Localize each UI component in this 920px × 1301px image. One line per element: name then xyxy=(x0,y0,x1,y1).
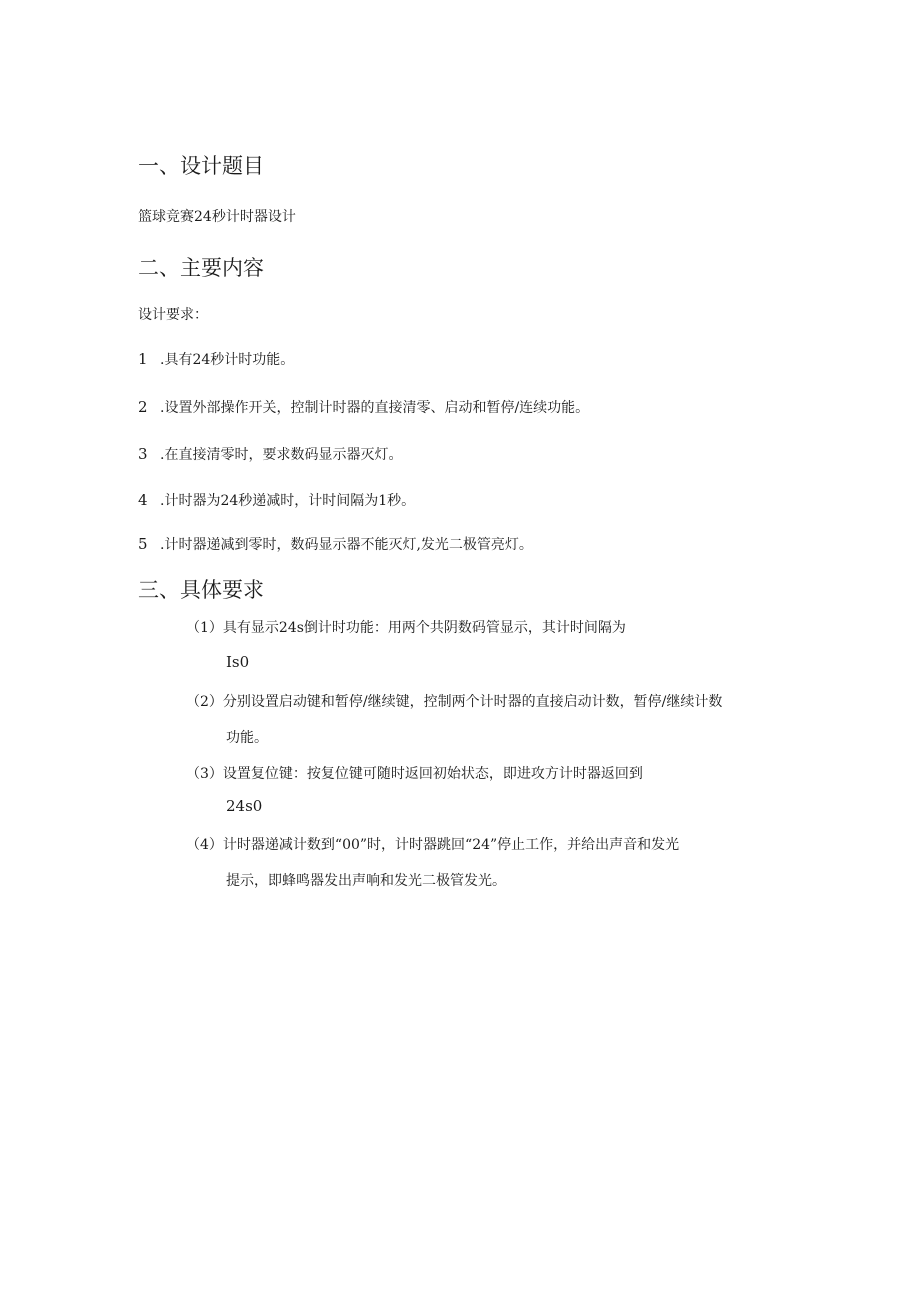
requirement-item-2-line1: （2）分别设置启动键和暂停/继续键，控制两个计时器的直接启动计数，暂停/继续计数 xyxy=(186,694,723,710)
list-item-text: .计时器递减到零时，数码显示器不能灭灯,发光二极管亮灯。 xyxy=(160,537,533,553)
list-item-text: .计时器为24秒递减时，计时间隔为1秒。 xyxy=(160,493,416,509)
section-2-heading: 二、主要内容 xyxy=(138,256,264,280)
requirement-item-3-line2: 24s0 xyxy=(226,797,263,815)
requirement-item-3-line1: （3）设置复位键：按复位键可随时返回初始状态，即进攻方计时器返回到 xyxy=(186,766,643,782)
section-3-heading: 三、具体要求 xyxy=(138,578,264,602)
list-item xyxy=(138,397,589,417)
list-item xyxy=(138,534,533,554)
section-1-heading: 一、设计题目 xyxy=(138,154,264,178)
requirement-item-1-line1: （1）具有显示24s倒计时功能：用两个共阴数码管显示，其计时间隔为 xyxy=(186,620,626,636)
requirement-item-1-line2: Is0 xyxy=(226,653,250,671)
section-2-intro: 设计要求： xyxy=(138,307,208,323)
list-item-text: .在直接清零时，要求数码显示器灭灯。 xyxy=(160,447,403,463)
list-item xyxy=(138,490,415,510)
list-item-number: 4 xyxy=(138,491,148,509)
list-item xyxy=(138,349,294,369)
list-item xyxy=(138,444,402,464)
list-item-number: 5 xyxy=(138,535,148,553)
list-item-text: .设置外部操作开关，控制计时器的直接清零、启动和暂停/连续功能。 xyxy=(160,400,590,416)
requirement-item-4-line1: （4）计时器递减计数到“00”时，计时器跳回“24”停止工作，并给出声音和发光 xyxy=(186,837,680,853)
section-1-body: 篮球竞赛24秒计时器设计 xyxy=(138,209,296,225)
requirement-item-4-line2: 提示，即蜂鸣器发出声响和发光二极管发光。 xyxy=(226,873,506,889)
list-item-text: .具有24秒计时功能。 xyxy=(160,352,295,368)
list-item-number: 3 xyxy=(138,445,148,463)
list-item-number: 2 xyxy=(138,398,148,416)
requirement-item-2-line2: 功能。 xyxy=(226,730,268,746)
list-item-number: 1 xyxy=(138,350,148,368)
